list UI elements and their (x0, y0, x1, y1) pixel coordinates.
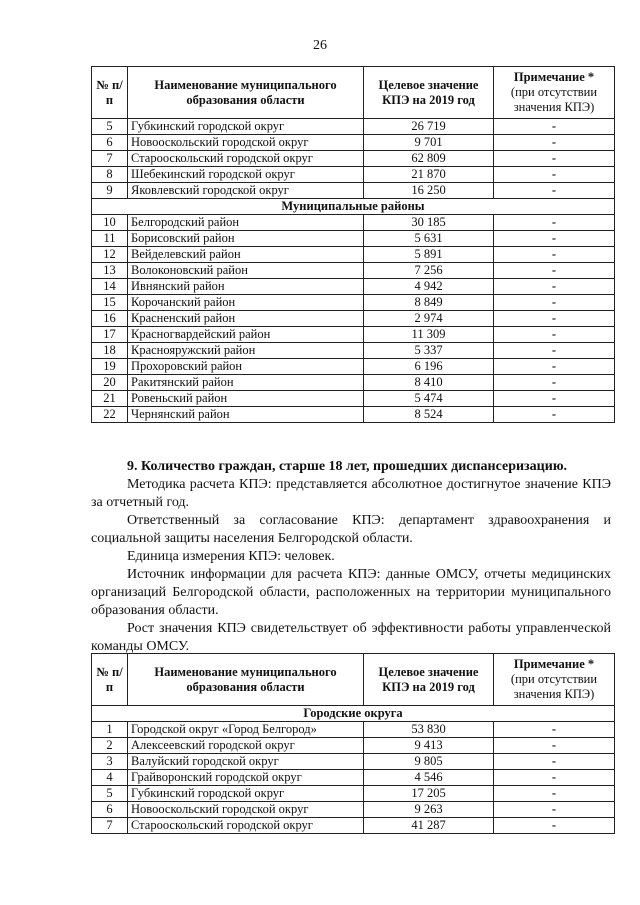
row-num: 8 (92, 167, 128, 183)
row-note: - (494, 722, 615, 738)
table-row (92, 722, 615, 738)
row-note: - (494, 786, 615, 802)
table-row (92, 738, 615, 754)
row-name: Старооскольский городской округ (128, 151, 364, 167)
row-note: - (494, 802, 615, 818)
table-row (92, 786, 615, 802)
table-row (92, 183, 615, 199)
header-note-title: Примечание * (513, 657, 595, 671)
row-value: 9 413 (364, 738, 494, 754)
paragraph-source: Источник информации для расчета КПЭ: данные ОМСУ, отчеты медицинских организаций Белгородской области, расположенных на территории муниципального образования области. (91, 567, 611, 618)
row-name: Губкинский городской округ (128, 786, 364, 802)
table-row (92, 327, 615, 343)
row-name: Новооскольский городской округ (128, 802, 364, 818)
row-name: Красногвардейский район (128, 327, 364, 343)
row-value: 6 196 (364, 359, 494, 375)
row-note: - (494, 231, 615, 247)
row-note: - (494, 135, 615, 151)
row-note: - (494, 247, 615, 263)
row-num: 5 (92, 786, 128, 802)
row-value: 21 870 (364, 167, 494, 183)
table1-rows-top (92, 119, 615, 199)
table-row (92, 770, 615, 786)
row-name: Красненский район (128, 311, 364, 327)
row-note: - (494, 738, 615, 754)
header-name: Наименование муниципального образования области (128, 654, 364, 706)
paragraph-growth: Рост значения КПЭ свидетельствует об эффективности работы управленческой команды ОМСУ. (91, 621, 611, 654)
header-note-title: Примечание * (513, 70, 595, 84)
row-name: Борисовский район (128, 231, 364, 247)
row-num: 4 (92, 770, 128, 786)
row-value: 4 942 (364, 279, 494, 295)
row-value: 4 546 (364, 770, 494, 786)
row-value: 9 805 (364, 754, 494, 770)
row-num: 7 (92, 151, 128, 167)
table-row (92, 311, 615, 327)
row-name: Белгородский район (128, 215, 364, 231)
row-value: 53 830 (364, 722, 494, 738)
row-note: - (494, 119, 615, 135)
row-value: 8 410 (364, 375, 494, 391)
table-row (92, 215, 615, 231)
row-name: Ракитянский район (128, 375, 364, 391)
row-name: Грайворонский городской округ (128, 770, 364, 786)
row-num: 17 (92, 327, 128, 343)
section-9 (91, 458, 611, 656)
row-note: - (494, 311, 615, 327)
row-num: 16 (92, 311, 128, 327)
table-row (92, 231, 615, 247)
row-note: - (494, 359, 615, 375)
header-target: Целевое значение КПЭ на 2019 год (364, 654, 494, 706)
table2-rows (92, 722, 615, 834)
row-num: 2 (92, 738, 128, 754)
row-value: 7 256 (364, 263, 494, 279)
kpe-table-2 (91, 653, 615, 834)
row-num: 12 (92, 247, 128, 263)
row-note: - (494, 167, 615, 183)
row-value: 2 974 (364, 311, 494, 327)
row-num: 18 (92, 343, 128, 359)
row-value: 11 309 (364, 327, 494, 343)
row-num: 21 (92, 391, 128, 407)
row-note: - (494, 391, 615, 407)
row-value: 5 891 (364, 247, 494, 263)
header-note (494, 654, 615, 706)
row-name: Валуйский городской округ (128, 754, 364, 770)
header-name: Наименование муниципального образования области (128, 67, 364, 119)
row-value: 17 205 (364, 786, 494, 802)
row-num: 10 (92, 215, 128, 231)
row-name: Новооскольский городской округ (128, 135, 364, 151)
row-note: - (494, 215, 615, 231)
row-name: Волоконовский район (128, 263, 364, 279)
row-num: 15 (92, 295, 128, 311)
row-num: 22 (92, 407, 128, 423)
row-note: - (494, 295, 615, 311)
row-value: 5 474 (364, 391, 494, 407)
row-num: 3 (92, 754, 128, 770)
row-value: 9 263 (364, 802, 494, 818)
row-num: 1 (92, 722, 128, 738)
table-row (92, 263, 615, 279)
row-num: 6 (92, 802, 128, 818)
section-title: Городские округа (92, 706, 615, 722)
row-value: 41 287 (364, 818, 494, 834)
header-note (494, 67, 615, 119)
row-value: 5 337 (364, 343, 494, 359)
row-name: Старооскольский городской округ (128, 818, 364, 834)
table-row (92, 359, 615, 375)
row-num: 19 (92, 359, 128, 375)
table1-rows-bottom (92, 215, 615, 423)
table-header-row (92, 67, 615, 119)
table-row (92, 818, 615, 834)
row-note: - (494, 754, 615, 770)
kpe-table-1 (91, 66, 615, 423)
section-heading: 9. Количество граждан, старше 18 лет, прошедших диспансеризацию. (127, 459, 568, 474)
row-num: 20 (92, 375, 128, 391)
section-title: Муниципальные районы (92, 199, 615, 215)
header-target: Целевое значение КПЭ на 2019 год (364, 67, 494, 119)
paragraph-method: Методика расчета КПЭ: представляется абсолютное достигнутое значение КПЭ за отчетный год. (91, 477, 611, 510)
table-row (92, 247, 615, 263)
table-row (92, 279, 615, 295)
paragraph-responsible: Ответственный за согласование КПЭ: департамент здравоохранения и социальной защиты населения Белгородской области. (91, 513, 611, 546)
row-note: - (494, 151, 615, 167)
row-value: 30 185 (364, 215, 494, 231)
row-note: - (494, 327, 615, 343)
row-name: Краснояружский район (128, 343, 364, 359)
row-value: 62 809 (364, 151, 494, 167)
row-num: 7 (92, 818, 128, 834)
table-row (92, 391, 615, 407)
row-num: 6 (92, 135, 128, 151)
row-note: - (494, 279, 615, 295)
row-note: - (494, 407, 615, 423)
row-name: Вейделевский район (128, 247, 364, 263)
row-value: 8 524 (364, 407, 494, 423)
row-num: 13 (92, 263, 128, 279)
row-value: 16 250 (364, 183, 494, 199)
table-row (92, 119, 615, 135)
row-num: 5 (92, 119, 128, 135)
header-num: № п/п (92, 654, 128, 706)
page-number: 26 (313, 38, 327, 53)
table-row (92, 343, 615, 359)
row-name: Алексеевский городской округ (128, 738, 364, 754)
row-note: - (494, 818, 615, 834)
row-note: - (494, 343, 615, 359)
row-value: 9 701 (364, 135, 494, 151)
row-name: Губкинский городской округ (128, 119, 364, 135)
row-name: Корочанский район (128, 295, 364, 311)
row-value: 26 719 (364, 119, 494, 135)
table-row (92, 375, 615, 391)
table-row (92, 407, 615, 423)
table-row (92, 151, 615, 167)
header-note-sub: (при отсутствии значения КПЭ) (510, 85, 598, 114)
row-name: Чернянский район (128, 407, 364, 423)
table-row (92, 135, 615, 151)
table-header-row (92, 654, 615, 706)
header-num: № п/п (92, 67, 128, 119)
row-value: 5 631 (364, 231, 494, 247)
row-name: Прохоровский район (128, 359, 364, 375)
row-note: - (494, 770, 615, 786)
row-num: 11 (92, 231, 128, 247)
row-num: 9 (92, 183, 128, 199)
row-num: 14 (92, 279, 128, 295)
row-value: 8 849 (364, 295, 494, 311)
header-note-sub: (при отсутствии значения КПЭ) (510, 672, 598, 701)
section-row (92, 706, 615, 722)
table-row (92, 754, 615, 770)
row-name: Шебекинский городской округ (128, 167, 364, 183)
table-row (92, 167, 615, 183)
row-name: Городской округ «Город Белгород» (128, 722, 364, 738)
row-name: Яковлевский городской округ (128, 183, 364, 199)
row-note: - (494, 375, 615, 391)
row-name: Ровеньский район (128, 391, 364, 407)
row-note: - (494, 183, 615, 199)
row-name: Ивнянский район (128, 279, 364, 295)
paragraph-unit: Единица измерения КПЭ: человек. (127, 549, 335, 564)
table-row (92, 295, 615, 311)
table-row (92, 802, 615, 818)
row-note: - (494, 263, 615, 279)
section-row (92, 199, 615, 215)
